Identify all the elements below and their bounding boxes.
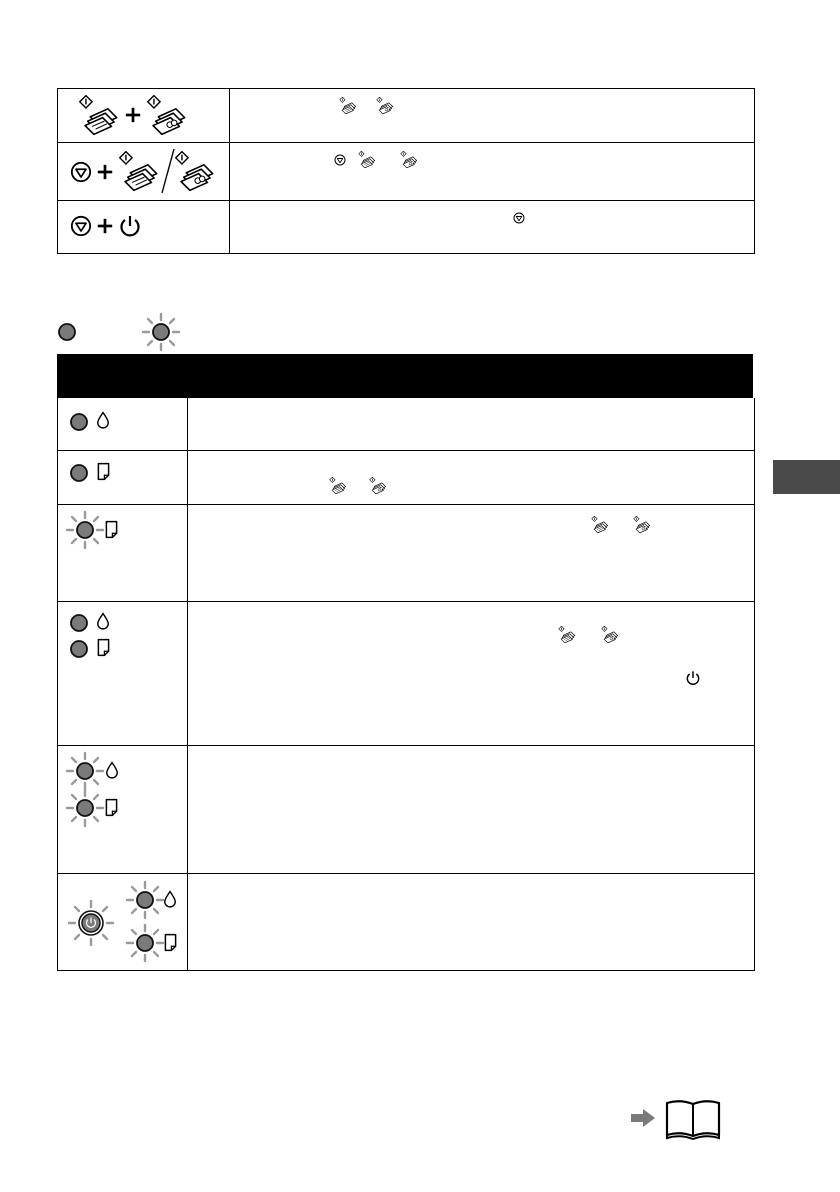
ink-drop-icon <box>163 890 177 908</box>
copy-color-button-icon <box>146 95 190 135</box>
stop-button-icon <box>334 154 346 166</box>
power-button-icon <box>118 214 142 238</box>
stop-button-icon <box>513 212 525 224</box>
copy-bw-button-icon <box>558 626 577 643</box>
lights-cell <box>58 874 188 970</box>
lights-cell <box>58 746 188 873</box>
copy-bw-button-icon <box>118 151 162 191</box>
stop-button-icon <box>70 161 92 183</box>
paper-light-icon <box>69 639 89 659</box>
stop-button-icon <box>70 215 92 237</box>
table-row <box>58 745 754 873</box>
section-tab <box>773 460 840 494</box>
table-row <box>58 504 754 601</box>
paper-light-flashing-icon <box>125 923 165 963</box>
ink-light-flashing-icon <box>125 880 165 920</box>
copy-color-button-icon <box>400 151 419 168</box>
paper-light-icon <box>69 463 89 483</box>
plus-icon <box>124 106 142 124</box>
ink-light-icon <box>69 613 89 633</box>
paper-icon <box>164 933 177 952</box>
ink-drop-icon <box>96 411 110 429</box>
plus-icon <box>96 163 114 181</box>
manual-reference <box>630 1098 722 1140</box>
table-row <box>58 601 754 745</box>
description-cell <box>230 201 754 253</box>
lights-cell <box>58 398 188 450</box>
ink-light-icon <box>69 412 89 432</box>
copy-color-button-icon <box>633 516 652 533</box>
combination-cell <box>58 201 230 253</box>
paper-light-flashing-icon <box>65 510 105 550</box>
paper-light-flashing-icon <box>65 788 105 828</box>
paper-icon <box>105 798 118 817</box>
light-flashing-icon <box>141 312 181 352</box>
combination-cell <box>58 89 230 142</box>
status-lights-table <box>57 398 755 971</box>
light-legend <box>57 312 257 352</box>
combination-cell <box>58 143 230 200</box>
ink-drop-icon <box>96 612 110 630</box>
light-off-icon <box>57 322 77 342</box>
description-cell <box>188 874 754 970</box>
description-cell <box>188 746 754 873</box>
table-row <box>58 398 754 450</box>
copy-bw-button-icon <box>329 477 348 494</box>
description-cell <box>188 505 754 601</box>
description-cell <box>230 89 754 142</box>
copy-bw-button-icon <box>339 97 358 114</box>
copy-bw-button-icon <box>591 516 610 533</box>
lights-cell <box>58 602 188 745</box>
table-row <box>58 89 754 142</box>
plus-icon <box>96 217 114 235</box>
power-button-icon <box>685 670 701 686</box>
manual-book-icon <box>664 1098 722 1140</box>
ink-drop-icon <box>105 761 119 779</box>
copy-color-button-icon <box>376 97 395 114</box>
status-table-header <box>57 354 753 398</box>
copy-color-button-icon <box>174 151 218 191</box>
copy-bw-button-icon <box>78 95 122 135</box>
copy-bw-button-icon <box>358 151 377 168</box>
arrow-right-icon <box>630 1108 656 1128</box>
ink-light-flashing-icon <box>65 751 105 791</box>
description-cell <box>230 143 754 200</box>
paper-icon <box>105 520 118 539</box>
description-cell <box>188 602 754 745</box>
power-light-flashing-icon <box>68 900 114 946</box>
paper-icon <box>97 638 110 657</box>
table-row <box>58 873 754 970</box>
table-row <box>58 200 754 253</box>
table-row <box>58 142 754 200</box>
button-combinations-table <box>57 88 755 254</box>
copy-color-button-icon <box>369 477 388 494</box>
description-cell <box>188 451 754 504</box>
copy-color-button-icon <box>601 626 620 643</box>
description-cell <box>188 398 754 450</box>
paper-icon <box>97 462 110 481</box>
lights-cell <box>58 505 188 601</box>
table-row <box>58 450 754 504</box>
lights-cell <box>58 451 188 504</box>
